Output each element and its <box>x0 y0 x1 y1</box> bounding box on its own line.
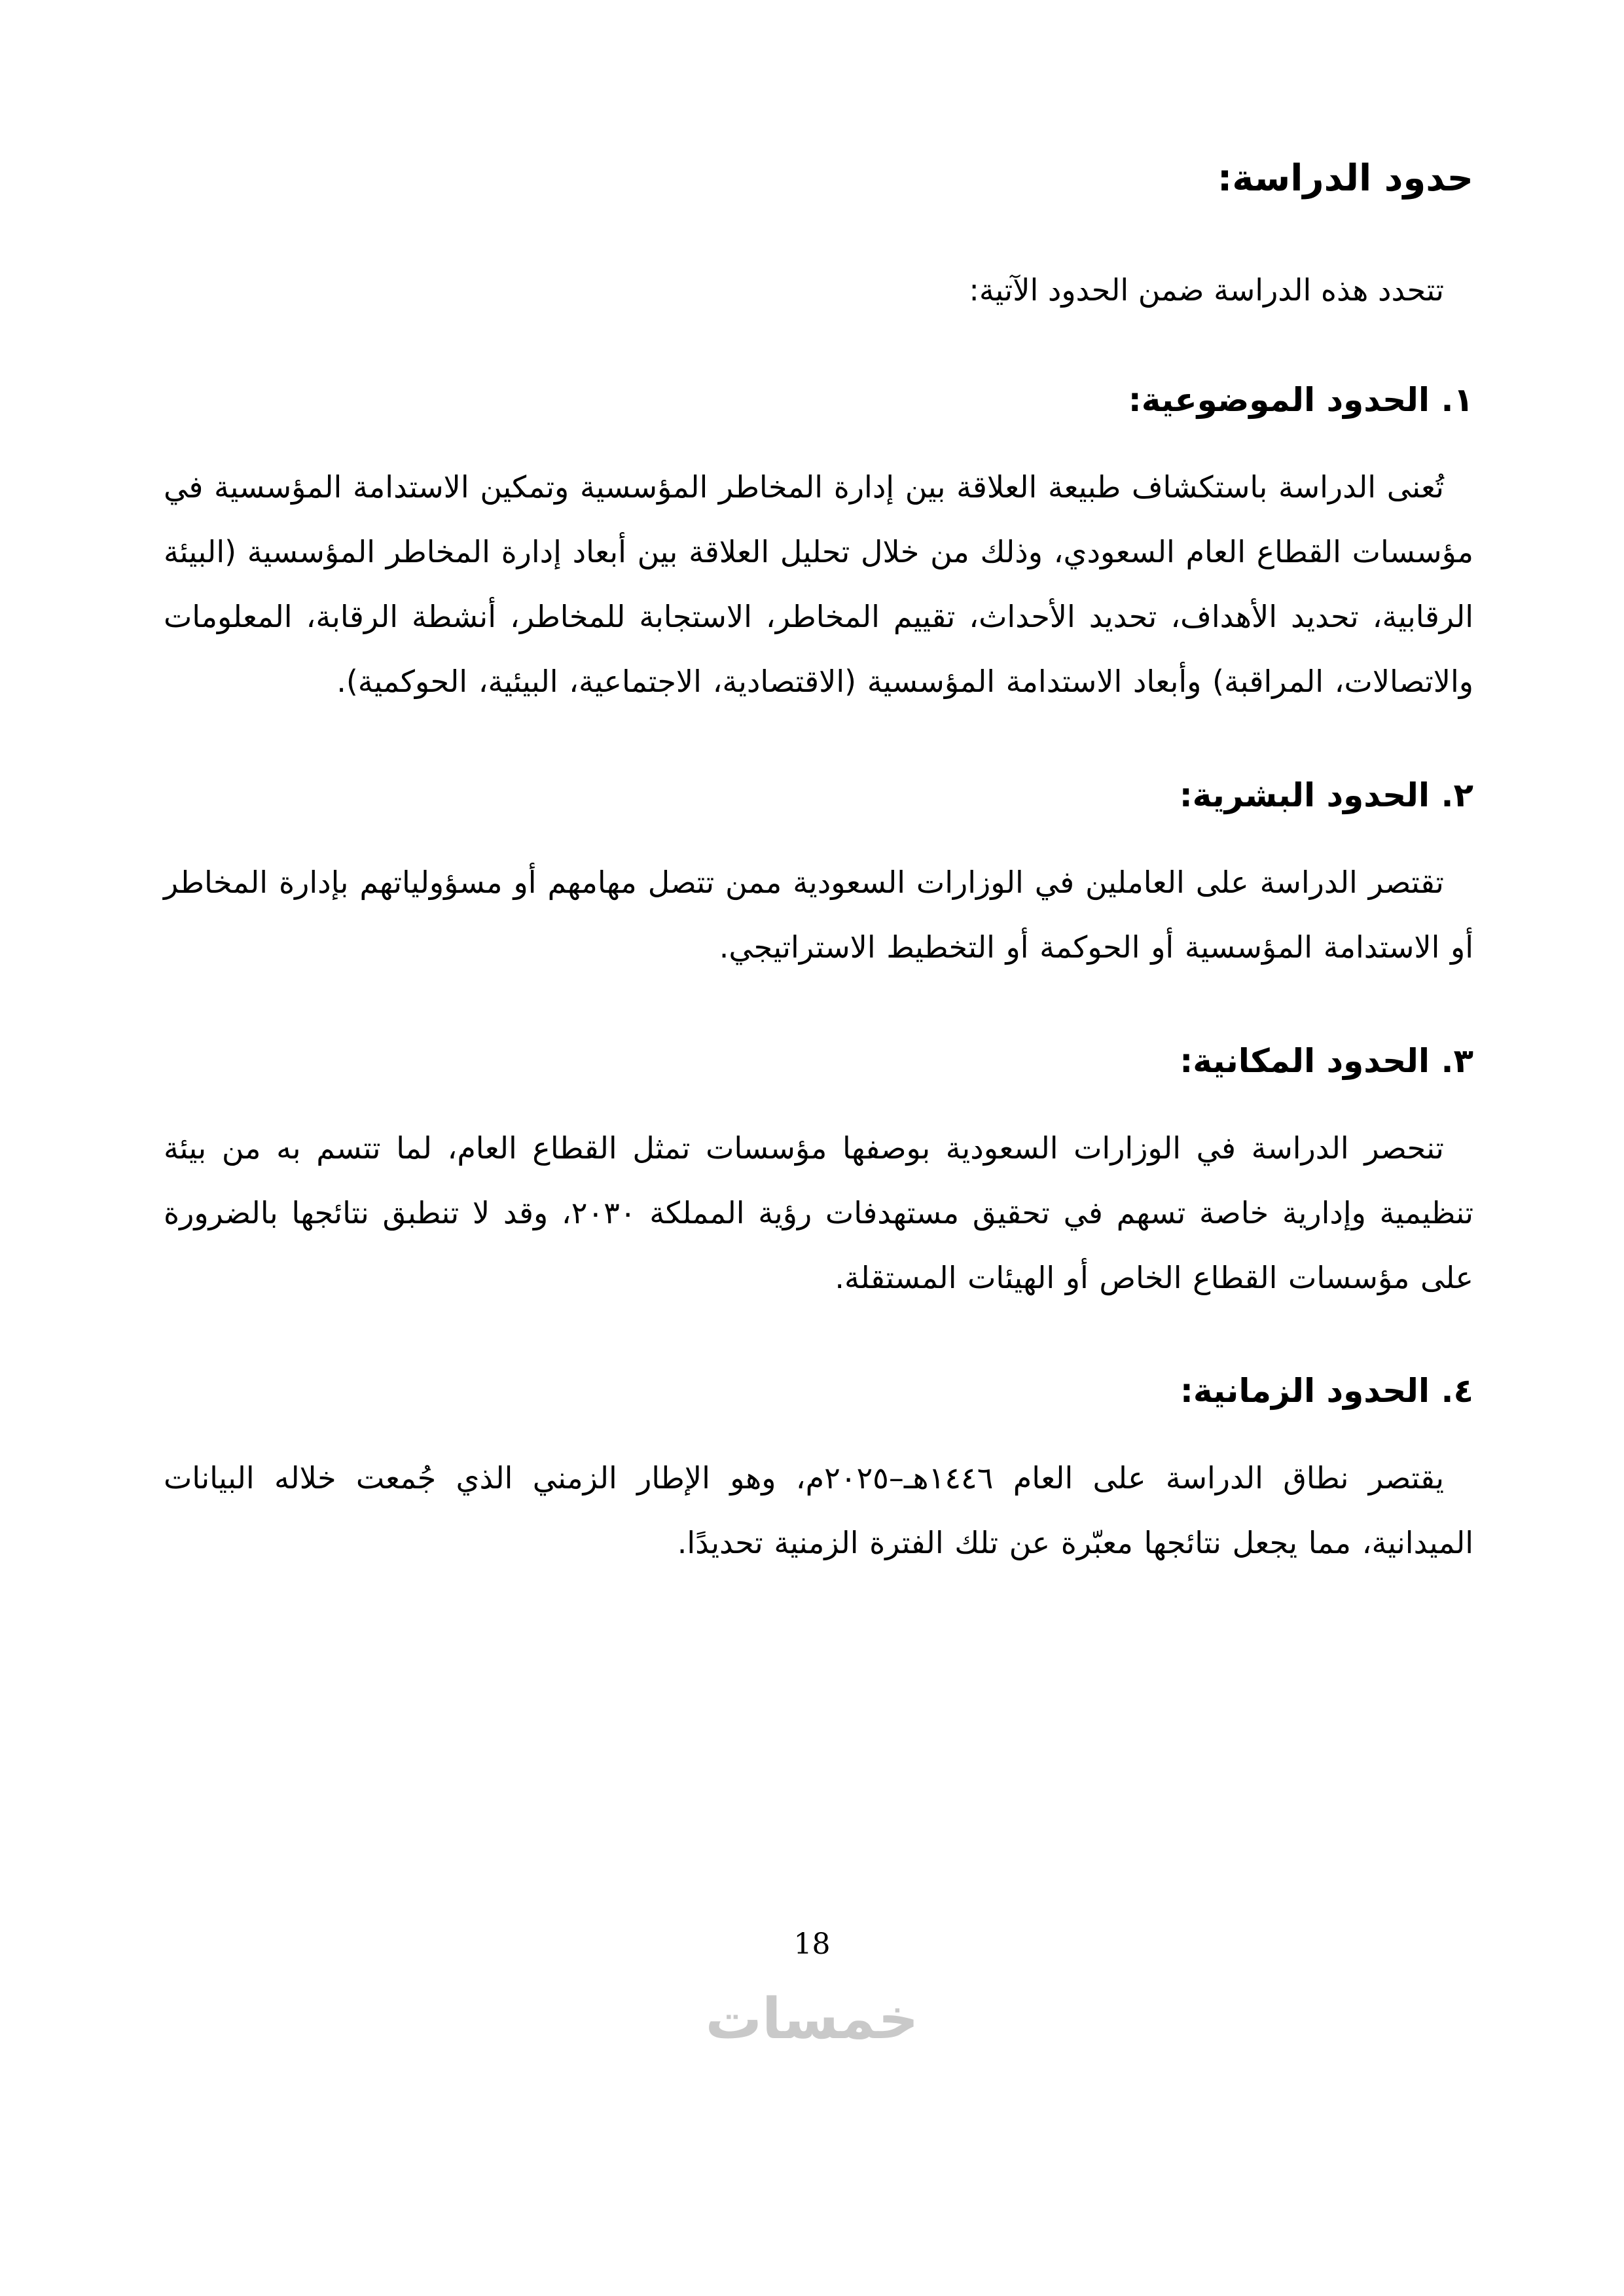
section-body-subject: تُعنى الدراسة باستكشاف طبيعة العلاقة بين إدارة المخاطر المؤسسية وتمكين الاستدامة المؤسسية في مؤسسات القطاع العام السعودي، وذلك من خلال تحليل العلاقة بين أبعاد إدارة المخاطر المؤسسية (البيئة الرقابية، تحديد الأهداف، تحديد الأحداث، تقييم المخاطر، الاستجابة للمخاطر، أنشطة الرقابة، المعلومات والاتصالات، المراقبة) وأبعاد الاستدامة المؤسسية (الاقتصادية، الاجتماعية، البيئية، الحوكمية). <box>164 469 1473 700</box>
section-temporal-limits <box>164 1372 1473 1575</box>
section-body-spatial: تنحصر الدراسة في الوزارات السعودية بوصفها مؤسسات تمثل القطاع العام، لما تتسم به من بيئة تنظيمية وإدارية خاصة تسهم في تحقيق مستهدفات رؤية المملكة ٢٠٣٠، وقد لا تنطبق نتائجها بالضرورة على مؤسسات القطاع الخاص أو الهيئات المستقلة. <box>164 1130 1473 1295</box>
section-heading-temporal: ٤. الحدود الزمانية: <box>1180 1372 1473 1410</box>
section-heading-subject: ١. الحدود الموضوعية: <box>1128 381 1473 420</box>
page-number: 18 <box>793 1928 831 1961</box>
section-body-temporal: يقتصر نطاق الدراسة على العام ١٤٤٦هـ–٢٠٢٥م، وهو الإطار الزمني الذي جُمعت خلاله البيانات الميدانية، مما يجعل نتائجها معبّرة عن تلك الفترة الزمنية تحديدًا. <box>164 1460 1473 1561</box>
section-heading-spatial: ٣. الحدود المكانية: <box>1180 1041 1473 1080</box>
section-subject-limits <box>164 381 1473 714</box>
intro-text: تتحدد هذه الدراسة ضمن الحدود الآتية: <box>969 272 1444 308</box>
page-title: حدود الدراسة: <box>1217 157 1473 200</box>
section-spatial-limits <box>164 1042 1473 1310</box>
section-body-human: تقتصر الدراسة على العاملين في الوزارات السعودية ممن تتصل مهامهم أو مسؤولياتهم بإدارة المخاطر أو الاستدامة المؤسسية أو الحوكمة أو التخطيط الاستراتيجي. <box>164 864 1473 965</box>
section-heading-human: ٢. الحدود البشرية: <box>1179 776 1473 814</box>
section-human-limits <box>164 776 1473 980</box>
khamsat-watermark: خمسات <box>705 1986 919 2052</box>
